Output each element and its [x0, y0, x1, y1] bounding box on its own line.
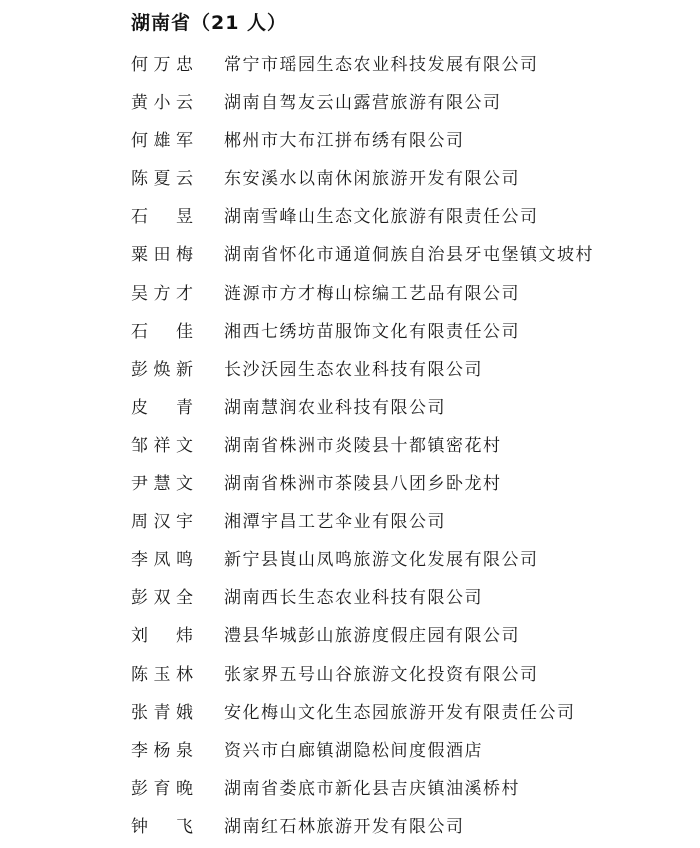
list-item [0, 120, 700, 158]
organization: 新宁县崀山凤鸣旅游文化发展有限公司 [224, 550, 539, 571]
person-name: 何万忠 [131, 55, 193, 75]
person-name: 粟田梅 [131, 245, 193, 266]
section-heading: 湖南省（21 人） [131, 12, 288, 34]
organization: 湘西七绣坊苗服饰文化有限责任公司 [224, 321, 520, 342]
organization: 湖南慧润农业科技有限公司 [224, 397, 446, 418]
organization: 资兴市白廊镇湖隐松间度假酒店 [224, 740, 483, 761]
list-item [0, 273, 700, 311]
list-item [0, 615, 700, 653]
organization: 湖南省株洲市炎陵县十都镇密花村 [224, 435, 502, 456]
list-item [0, 501, 700, 539]
list-item [0, 158, 700, 196]
person-name: 石 昱 [131, 207, 193, 228]
organization: 湖南省株洲市茶陵县八团乡卧龙村 [224, 474, 502, 495]
person-name: 张青娥 [131, 702, 193, 723]
person-name: 陈夏云 [131, 169, 193, 190]
list-item [0, 768, 700, 806]
person-name: 黄小云 [131, 93, 193, 114]
person-name: 皮 青 [131, 397, 193, 418]
person-name: 尹慧文 [131, 474, 193, 495]
organization: 湖南雪峰山生态文化旅游有限责任公司 [224, 207, 539, 228]
person-name: 吴方才 [131, 283, 193, 304]
person-name: 彭双全 [131, 588, 193, 609]
list-item [0, 311, 700, 349]
organization: 湖南自驾友云山露营旅游有限公司 [224, 93, 502, 114]
list-item [0, 577, 700, 615]
organization: 涟源市方才梅山棕编工艺品有限公司 [224, 283, 520, 304]
organization: 常宁市瑶园生态农业科技发展有限公司 [224, 55, 539, 75]
organization: 湖南省娄底市新化县吉庆镇油溪桥村 [224, 778, 520, 799]
list-item [0, 82, 700, 120]
organization: 澧县华城彭山旅游度假庄园有限公司 [224, 626, 520, 647]
organization: 东安溪水以南休闲旅游开发有限公司 [224, 169, 520, 190]
organization: 安化梅山文化生态园旅游开发有限责任公司 [224, 702, 576, 723]
list-item [0, 387, 700, 425]
organization: 郴州市大布江拼布绣有限公司 [224, 131, 465, 152]
list-item [0, 692, 700, 730]
list-item [0, 234, 700, 272]
person-name: 彭育晚 [131, 778, 193, 799]
awardee-list [0, 44, 700, 844]
list-item [0, 44, 700, 82]
person-name: 何雄军 [131, 131, 193, 152]
list-item [0, 463, 700, 501]
person-name: 石 佳 [131, 321, 193, 342]
person-name: 李凤鸣 [131, 550, 193, 571]
list-item [0, 730, 700, 768]
list-item [0, 349, 700, 387]
person-name: 彭焕新 [131, 359, 193, 380]
organization: 长沙沃园生态农业科技有限公司 [224, 359, 483, 380]
person-name: 陈玉林 [131, 664, 193, 685]
organization: 张家界五号山谷旅游文化投资有限公司 [224, 664, 539, 685]
list-item [0, 196, 700, 234]
organization: 湖南红石林旅游开发有限公司 [224, 816, 465, 837]
list-item [0, 425, 700, 463]
organization: 湘潭宇昌工艺伞业有限公司 [224, 512, 446, 533]
list-item [0, 806, 700, 844]
person-name: 邹祥文 [131, 435, 193, 456]
list-item [0, 654, 700, 692]
list-item [0, 539, 700, 577]
organization: 湖南省怀化市通道侗族自治县牙屯堡镇文坡村 [224, 245, 594, 266]
person-name: 李杨泉 [131, 740, 193, 761]
person-name: 周汉宇 [131, 512, 193, 533]
person-name: 钟 飞 [131, 816, 193, 837]
person-name: 刘 炜 [131, 626, 193, 647]
organization: 湖南西长生态农业科技有限公司 [224, 588, 483, 609]
